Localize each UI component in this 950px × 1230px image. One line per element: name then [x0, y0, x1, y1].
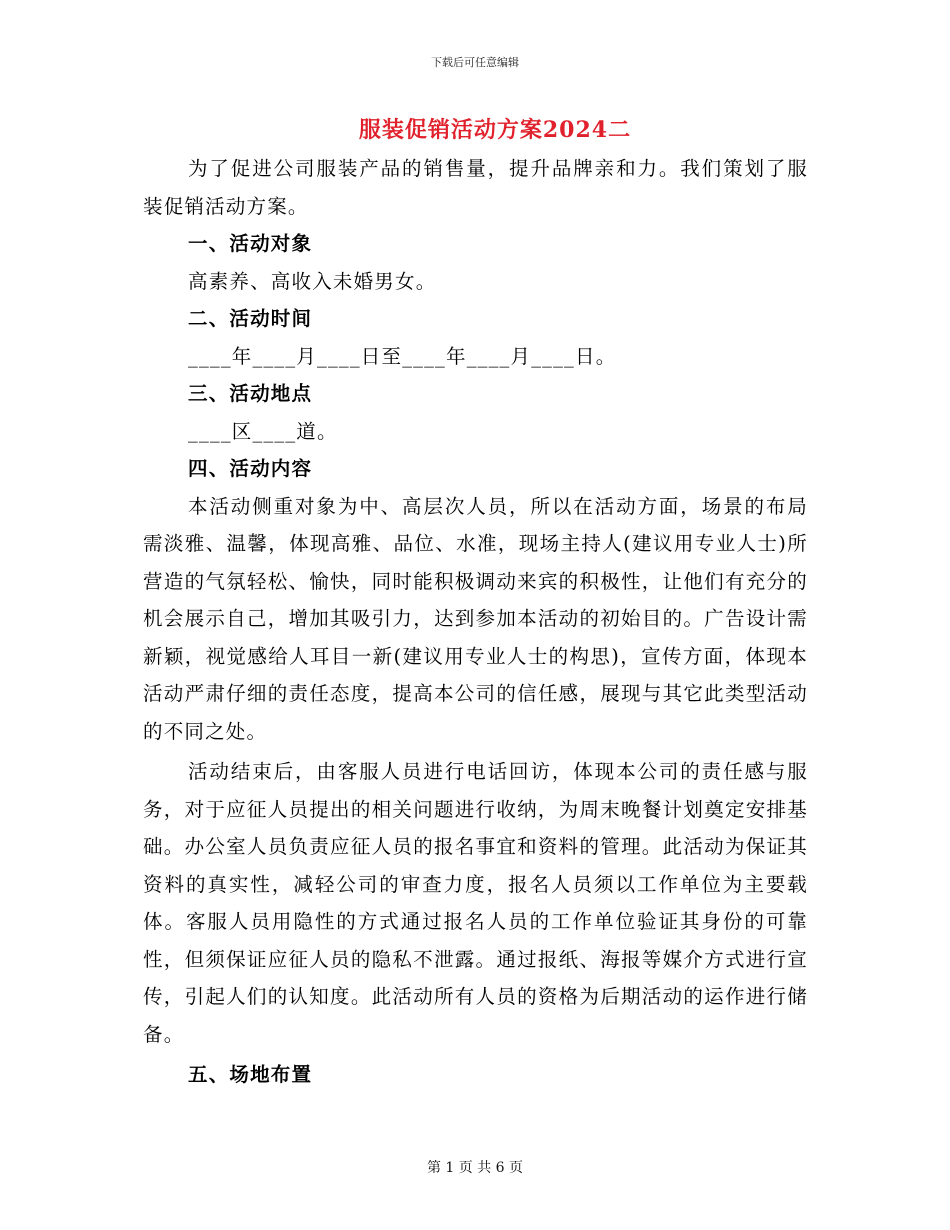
document-body	[143, 150, 808, 1094]
section-heading-time: 二、活动时间	[188, 307, 313, 330]
document-title: 服装促销活动方案2024二	[358, 117, 632, 143]
section-heading-location: 三、活动地点	[188, 382, 313, 405]
section-text-time: ____年____月____日至____年____月____日。	[188, 344, 617, 368]
page-header-note: 下载后可任意编辑	[431, 56, 519, 69]
page-number-footer: 第 1 页 共 6 页	[426, 1160, 524, 1176]
section-heading-venue: 五、场地布置	[188, 1063, 313, 1086]
section-heading-audience: 一、活动对象	[188, 232, 313, 255]
content-paragraph-1: 本活动侧重对象为中、高层次人员，所以在活动方面，场景的布局需淡雅、温馨，体现高雅、品位、水准，现场主持人(建议用专业人士)所营造的气氛轻松、愉快，同时能积极调动来宾的积极性，让他们有充分的机会展示自己，增加其吸引力，达到参加本活动的初始目的。广告设计需新颖，视觉感给人耳目一新(建议用专业人士的构思)，宣传方面，体现本活动严肃仔细的责任态度，提高本公司的信任感，展现与其它此类型活动的不同之处。	[143, 494, 808, 743]
section-heading-content: 四、活动内容	[188, 457, 313, 480]
content-paragraph-2: 活动结束后，由客服人员进行电话回访，体现本公司的责任感与服务，对于应征人员提出的相关问题进行收纳，为周末晚餐计划奠定安排基础。办公室人员负责应征人员的报名事宜和资料的管理。此活动为保证其资料的真实性，减轻公司的审查力度，报名人员须以工作单位为主要载体。客服人员用隐性的方式通过报名人员的工作单位验证其身份的可靠性，但须保证应征人员的隐私不泄露。通过报纸、海报等媒介方式进行宣传，引起人们的认知度。此活动所有人员的资格为后期活动的运作进行储备。	[143, 760, 808, 1046]
section-text-location: ____区____道。	[188, 419, 338, 443]
section-text-audience: 高素养、高收入未婚男女。	[188, 269, 437, 293]
intro-paragraph: 为了促进公司服装产品的销售量，提升品牌亲和力。我们策划了服装促销活动方案。	[143, 157, 808, 218]
